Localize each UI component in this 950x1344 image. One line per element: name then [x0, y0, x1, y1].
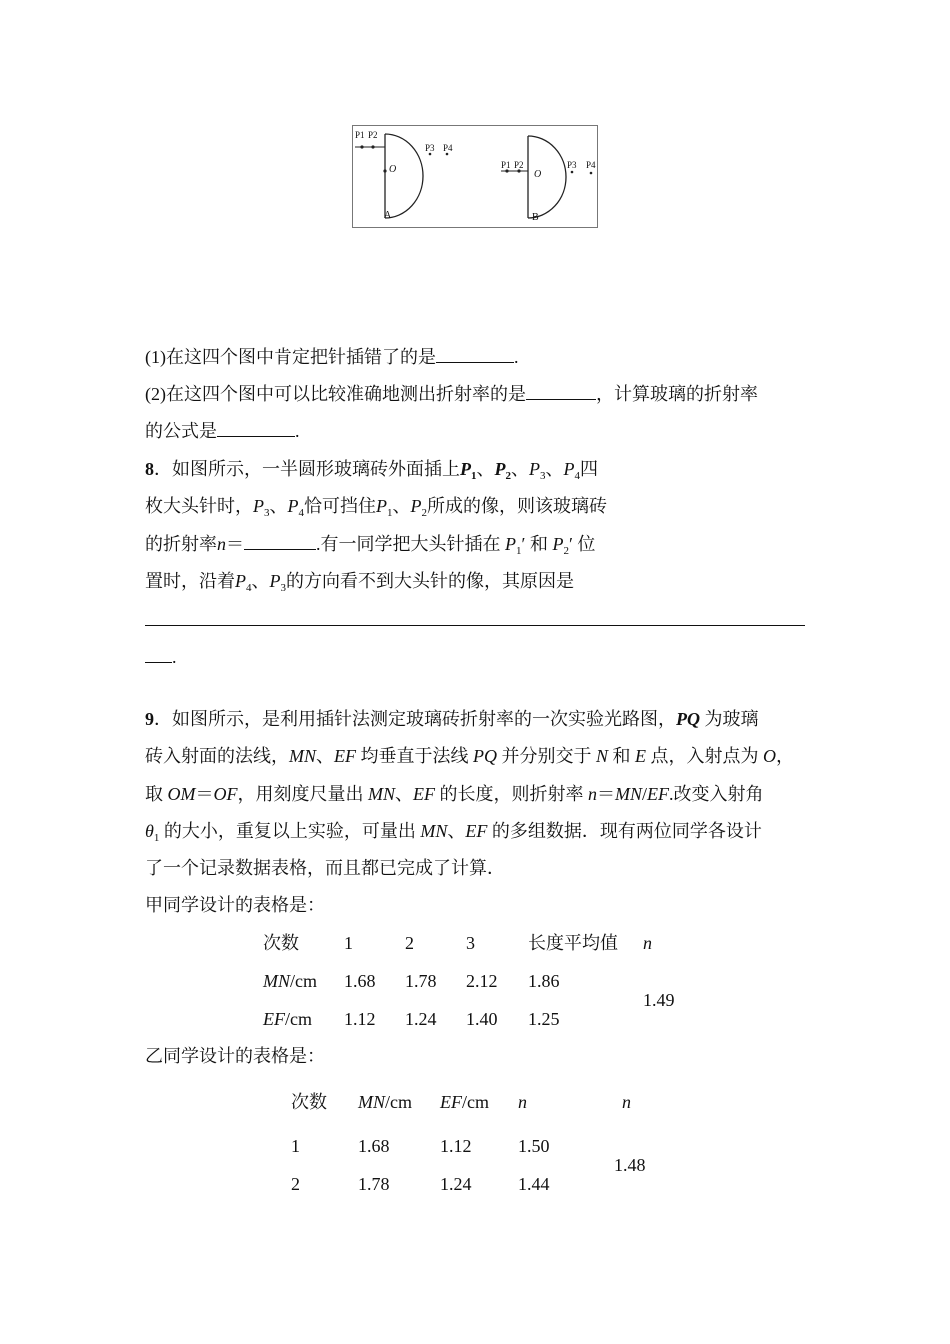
answer-long-blank: [145, 625, 805, 626]
q9-number: 9: [145, 709, 154, 729]
table-cell: 1.78: [358, 1174, 390, 1194]
q8-number: 8: [145, 459, 154, 479]
table-cell: 1.25: [528, 1009, 560, 1029]
table-cell: 1: [291, 1136, 300, 1156]
answer-blank: [217, 420, 295, 437]
table-cell-n-avg: 1.48: [614, 1155, 646, 1175]
answer-blank: [244, 533, 316, 550]
table-cell: 1.68: [344, 971, 376, 991]
table-header: n: [518, 1092, 527, 1112]
q7-sub1: (1)在这四个图中肯定把针插错了的是 .: [145, 347, 519, 367]
fig-b-p4: P4: [586, 160, 596, 170]
q7-sub2: (2)在这四个图中可以比较准确地测出折射率的是 ，计算玻璃的折射率: [145, 384, 758, 404]
answer-blank: [145, 646, 172, 663]
table-cell: 1.86: [528, 971, 560, 991]
table-header: 长度平均值: [528, 933, 618, 953]
table-cell: 1.24: [440, 1174, 472, 1194]
table-cell: 2.12: [466, 971, 498, 991]
q9-line2: 砖入射面的法线，MN、EF 均垂直于法线 PQ 并分别交于 N 和 E 点，入射点为 O，: [145, 746, 795, 766]
answer-blank: [436, 346, 514, 363]
fig-a-center: O: [389, 164, 397, 175]
table-row-label: MN/cm: [263, 971, 317, 991]
jia-table-label: 甲同学设计的表格是：: [145, 895, 325, 915]
answer-blank: [526, 383, 596, 400]
q7-sub2-line2: 的公式是 .: [145, 421, 300, 441]
q8-line2: 枚大头针时，$P_3$、$P_4$恰可挡住$P_1$、$P_2$所成的像，则该玻璃砖: [145, 496, 607, 519]
table-cell: 1.68: [358, 1136, 390, 1156]
table-header: n: [622, 1092, 631, 1112]
table-cell: 1.50: [518, 1136, 550, 1156]
fig-b-p2: P2: [514, 160, 524, 170]
table-cell: 1.24: [405, 1009, 437, 1029]
q8-line4: 置时，沿着$P_4$、$P_3$的方向看不到大头针的像，其原因是: [145, 571, 574, 594]
table-header: 3: [466, 933, 475, 953]
table-header: 1: [344, 933, 353, 953]
q8-line3: 的折射率n＝ .有一同学把大头针插在 $P_1'$ 和 $P_2'$ 位: [145, 534, 596, 557]
fig-b-caption: B: [532, 212, 539, 223]
table-header: MN/cm: [358, 1092, 412, 1112]
fig-b-center: O: [534, 169, 542, 180]
q9-line4: $\theta_1$ 的大小，重复以上实验，可量出 MN、EF 的多组数据．现有两位同学各设计: [145, 821, 762, 844]
table-cell: 1.40: [466, 1009, 498, 1029]
fig-a-p4: P4: [443, 143, 453, 153]
table-cell-n: 1.49: [643, 990, 675, 1010]
yi-table-label: 乙同学设计的表格是：: [145, 1046, 325, 1066]
table-header: EF/cm: [440, 1092, 489, 1112]
fig-b-p1: P1: [501, 160, 511, 170]
optics-figure: [352, 125, 598, 228]
table-cell: 1.12: [344, 1009, 376, 1029]
fig-a-caption: A: [384, 210, 392, 221]
q9-line1: 9．如图所示，是利用插针法测定玻璃砖折射率的一次实验光路图，PQ 为玻璃: [145, 709, 759, 729]
table-cell: 1.12: [440, 1136, 472, 1156]
table-header: 2: [405, 933, 414, 953]
q8-line5: .: [145, 646, 177, 668]
fig-a-p3: P3: [425, 143, 435, 153]
table-header: n: [643, 933, 652, 953]
table-cell: 1.44: [518, 1174, 550, 1194]
table-row-label: EF/cm: [263, 1009, 312, 1029]
fig-a-p2: P2: [368, 130, 378, 140]
table-header: 次数: [291, 1092, 327, 1112]
table-cell: 2: [291, 1174, 300, 1194]
table-cell: 1.78: [405, 971, 437, 991]
fig-b-p3: P3: [567, 160, 577, 170]
q9-line3: 取 OM＝OF，用刻度尺量出 MN、EF 的长度，则折射率 n＝MN/EF.改变入射角: [145, 784, 764, 804]
table-header: 次数: [263, 933, 299, 953]
q9-line5: 了一个记录数据表格，而且都已完成了计算．: [145, 858, 505, 878]
q8-line1: 8．如图所示，一半圆形玻璃砖外面插上$P_1$、$P_2$、$P_3$、$P_4$四: [145, 459, 598, 482]
fig-a-p1: P1: [355, 130, 365, 140]
